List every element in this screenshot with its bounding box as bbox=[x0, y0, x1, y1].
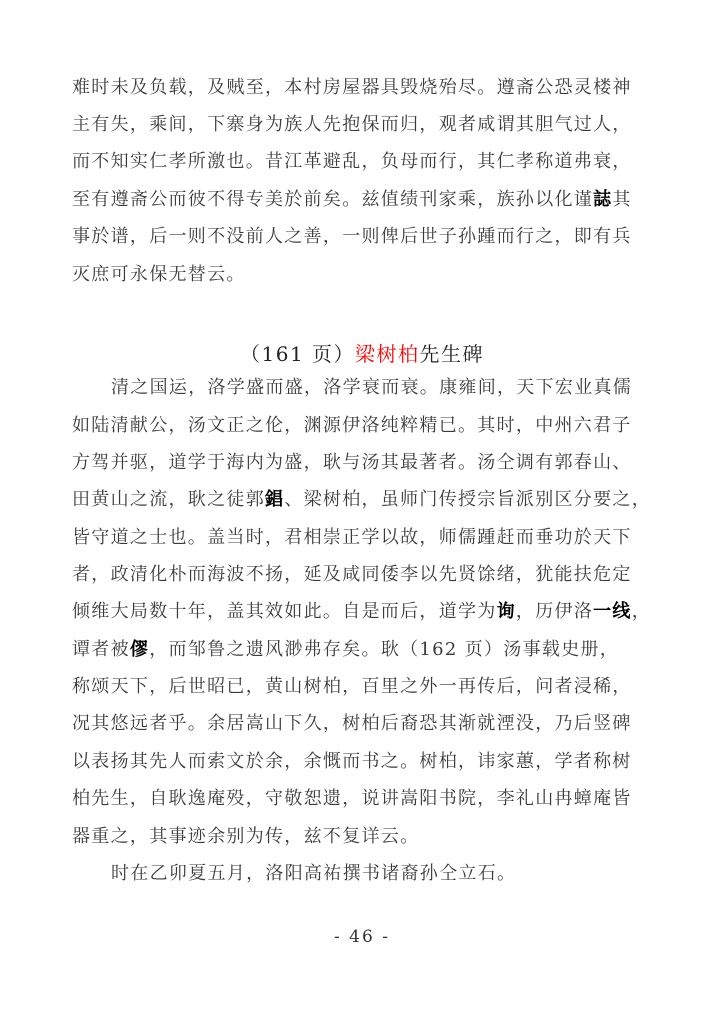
text-line: 而不知实仁孝所激也。昔江革避乱，负母而行，其仁孝称道弗衰， bbox=[72, 151, 632, 172]
text-line: 方驾并驱，道学于海内为盛，耿与汤其最著者。汤仝调有郭春山、 bbox=[72, 452, 632, 473]
text-line: 难时未及负载，及贼至，本村房屋器具毁烧殆尽。遵斋公恐灵楼神 bbox=[72, 77, 632, 98]
text-line: 者，政清化朴而海波不扬，延及咸同倭李以先贤馀绪，犹能扶危定 bbox=[72, 564, 632, 585]
text-line: 称颂天下，后世昭已，黄山树柏，百里之外一再传后，问者浸稀， bbox=[72, 676, 632, 697]
text-line: 事於谱，后一则不没前人之善，一则俾后世子孙踵而行之，即有兵 bbox=[72, 226, 632, 247]
text-segment: 田黄山之流，耿之徒郭 bbox=[72, 489, 265, 510]
emphasized-char: 誌 bbox=[593, 189, 613, 210]
text-segment: 至有遵斋公而彼不得专美於前矣。兹值绩刊家乘，族孙以化谨 bbox=[72, 189, 594, 210]
text-segment: ，历伊洛 bbox=[515, 601, 594, 622]
text-line: 如陆清献公，汤文正之伦，渊源伊洛纯粹精已。其时，中州六君子 bbox=[72, 415, 632, 436]
text-line bbox=[72, 488, 652, 512]
text-line: 器重之，其事迹余别为传，兹不复详云。 bbox=[72, 826, 420, 847]
text-segment: 、梁树柏，虽师门传授宗旨派别区分要之， bbox=[284, 489, 652, 510]
text-line bbox=[72, 188, 637, 212]
text-segment: 倾维大局数十年，盖其效如此。自是而后，道学为 bbox=[72, 601, 497, 622]
text-line: 柏先生，自耿逸庵殁，守敬恕遗，说讲嵩阳书院，李礼山冉蟑庵皆 bbox=[72, 788, 632, 809]
text-segment: ，而邹鲁之遗风渺弗存矣。耿（162 页）汤事载史册， bbox=[149, 639, 620, 660]
emphasized-char: 一线 bbox=[593, 601, 632, 622]
title-person-name: 梁树柏 bbox=[355, 342, 420, 366]
title-page-ref: （161 页） bbox=[240, 342, 356, 366]
emphasized-char: 询 bbox=[496, 601, 516, 622]
section-title bbox=[240, 341, 484, 367]
text-line bbox=[72, 600, 652, 624]
text-segment: ， bbox=[631, 601, 652, 622]
text-segment: 谭者被 bbox=[72, 639, 130, 660]
emphasized-char: 錩 bbox=[265, 489, 285, 510]
text-line: 皆守道之士也。盖当时，君相崇正学以故，师儒踵赶而垂功於天下 bbox=[72, 527, 632, 548]
text-line: 况其悠远者乎。余居嵩山下久，树柏后裔恐其渐就湮没，乃后竖碑 bbox=[72, 713, 632, 734]
title-suffix: 先生碑 bbox=[419, 342, 485, 366]
text-line bbox=[72, 638, 637, 662]
text-line: 主有失，乘间，下寨身为族人先抱保而归，观者咸谓其胆气过人， bbox=[72, 114, 632, 135]
page-number: - 46 - bbox=[334, 927, 390, 947]
paragraph-first-line: 清之国运，洛学盛而盛，洛学衰而衰。康雍间，天下宏业真儒 bbox=[111, 377, 633, 398]
emphasized-char: 僇 bbox=[129, 639, 150, 660]
text-line: 以表扬其先人而索文於余，余慨而书之。树柏，讳家蕙，学者称树 bbox=[72, 751, 632, 772]
text-segment: 其 bbox=[612, 189, 632, 210]
paragraph-first-line: 时在乙卯夏五月，洛阳高祐撰书诸裔孙仝立石。 bbox=[111, 863, 517, 884]
text-line: 灭庶可永保无替云。 bbox=[72, 264, 246, 285]
